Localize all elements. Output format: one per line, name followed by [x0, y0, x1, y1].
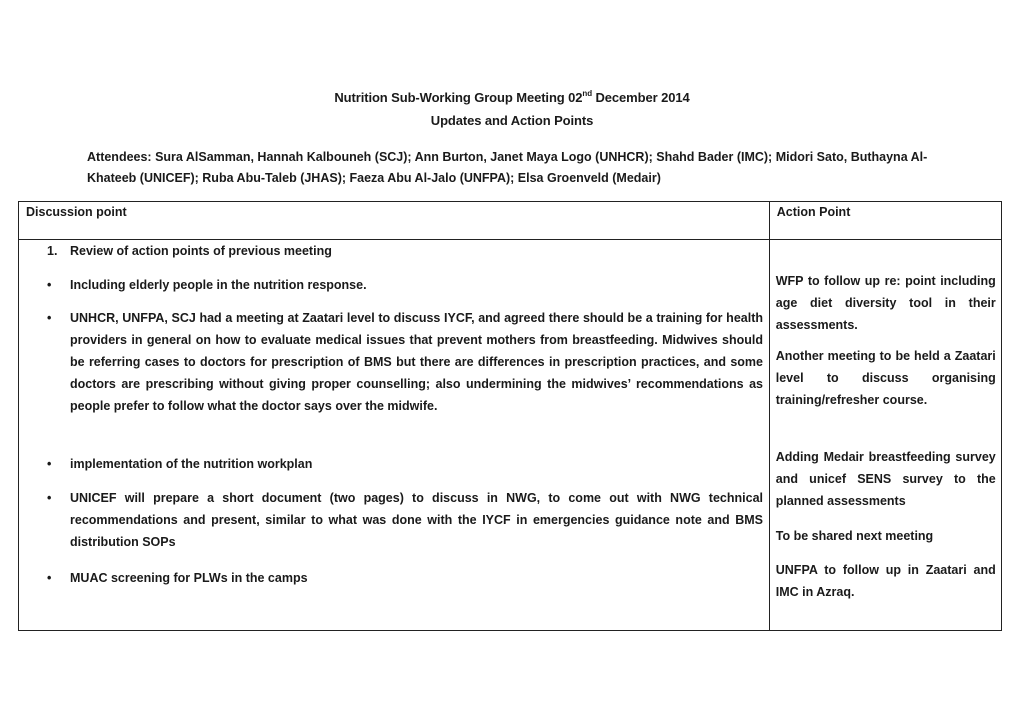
bullet-marker: •	[47, 311, 52, 325]
minutes-table	[18, 201, 1002, 631]
discussion-item	[19, 240, 763, 262]
bullet-marker: •	[47, 491, 52, 505]
discussion-item	[19, 567, 763, 589]
document-subtitle: Updates and Action Points	[430, 113, 594, 128]
discussion-item-text: Including elderly people in the nutrition response.	[70, 278, 367, 292]
bullet-marker: •	[47, 571, 52, 585]
discussion-item-text: MUAC screening for PLWs in the camps	[70, 571, 308, 585]
action-item: Adding Medair breastfeeding survey and unicef SENS survey to the planned assessments	[775, 450, 996, 508]
discussion-item	[19, 453, 763, 475]
action-item: Another meeting to be held a Zaatari level to discuss organising training/refresher course.	[775, 349, 996, 407]
discussion-item	[19, 307, 763, 417]
bullet-marker: •	[47, 457, 52, 471]
discussion-cell	[19, 240, 770, 631]
discussion-item-text: Review of action points of previous meeting	[70, 244, 332, 258]
discussion-item-text: UNICEF will prepare a short document (two pages) to discuss in NWG, to come out with NWG technical recommendations and present, similar to what was done with the IYCF in emergencies guidance note and BMS distribution SOPs	[70, 491, 763, 549]
discussion-item	[19, 487, 763, 553]
discussion-item	[19, 274, 763, 296]
header-action-point: Action Point	[769, 202, 1001, 240]
discussion-item-text: implementation of the nutrition workplan	[70, 457, 313, 471]
discussion-item-text: UNHCR, UNFPA, SCJ had a meeting at Zaatari level to discuss IYCF, and agreed there should be a training for health providers in general on how to evaluate medical issues that prevent mothers from breastfeeding. Midwives should be referring cases to doctors for prescription of BMS but there are differences in prescription practices, and some doctors are prescribing without giving proper counselling; also undermining the midwives’ recommendations as people prefer to follow what the doctor says over the midwife.	[70, 311, 763, 413]
numbered-marker: 1.	[47, 244, 58, 258]
action-item: UNFPA to follow up in Zaatari and IMC in Azraq.	[775, 563, 996, 599]
document-title: Nutrition Sub-Working Group Meeting 02nd December 2014	[334, 89, 690, 105]
action-item: WFP to follow up re: point including age diet diversity tool in their assessments.	[775, 274, 996, 332]
table-body-row	[19, 240, 1002, 631]
action-item: To be shared next meeting	[775, 529, 934, 543]
title-superscript: nd	[582, 89, 592, 98]
bullet-marker: •	[47, 278, 52, 292]
action-cell	[769, 240, 1001, 631]
table-header-row	[19, 202, 1002, 240]
attendees-paragraph: Attendees: Sura AlSamman, Hannah Kalbouneh (SCJ); Ann Burton, Janet Maya Logo (UNHCR); Shahd Bader (IMC); Midori Sato, Buthayna Al-Khateeb (UNICEF); Ruba Abu-Taleb (JHAS); Faeza Abu Al-Jalo (UNFPA); Elsa Groenveld (Medair)	[87, 150, 928, 185]
header-discussion-point: Discussion point	[19, 202, 770, 240]
